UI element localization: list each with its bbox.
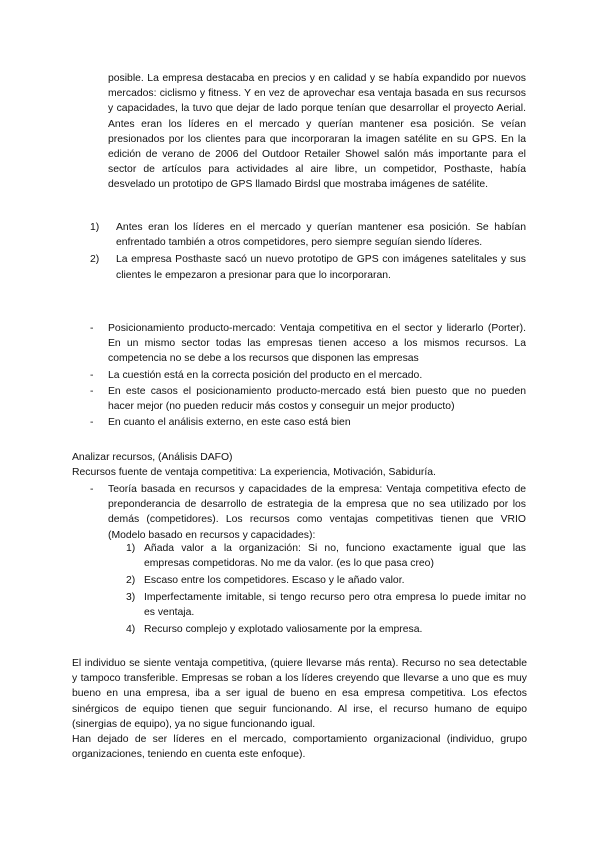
list-marker: 4) [126, 623, 136, 635]
dash-list [90, 321, 526, 430]
list-item [90, 415, 526, 430]
closing-section [72, 656, 527, 762]
list-marker: 1) [126, 543, 136, 554]
list-item [90, 368, 526, 383]
vrio-list [126, 541, 526, 638]
list-marker: - [90, 484, 94, 495]
list-marker: - [90, 417, 94, 429]
list-item-text: Posicionamiento producto-mercado: Ventaja competitiva en el sector y liderarlo (Porter). En un mismo sector todas las empresas tienen acceso a los mismos recursos. La competencia no se debe a los recursos que disponen las empresas [108, 323, 526, 365]
list-item-text: Recurso complejo y explotado valiosamente por la empresa. [144, 623, 423, 635]
list-item-text: Teoría basada en recursos y capacidades de la empresa: Ventaja competitiva efecto de preponderancia de desarrollo de estrategia de la empresa que no sea utilizado por los demás (competidores). Los recursos como ventajas competitivas tienen que VRIO (Modelo basado en recursos y capacidades): [108, 484, 526, 541]
list-item-text: Añada valor a la organización: Si no, funciono exactamente igual que las empresas competidoras. No me da valor. (es lo que pasa creo) [144, 543, 526, 570]
list-item-text: La empresa Posthaste sacó un nuevo prototipo de GPS con imágenes satelitales y sus clientes le empezaron a presionar para que lo incorporaran. [116, 254, 526, 281]
list-marker: - [90, 369, 94, 381]
theory-list [90, 482, 526, 543]
list-item [126, 590, 526, 620]
list-item [90, 220, 526, 250]
list-marker: - [90, 323, 94, 334]
list-item [126, 622, 526, 637]
list-marker: 2) [126, 574, 136, 586]
closing-paragraph-2: Han dejado de ser líderes en el mercado, comportamiento organizacional (individuo, grupo organizaciones, teniendo en cuenta este enfoque). [72, 734, 527, 761]
list-item-text: Imperfectamente imitable, si tengo recurso pero otra empresa lo puede imitar no es ventaja. [144, 591, 526, 618]
list-item [90, 482, 526, 543]
resources-sources: Recursos fuente de ventaja competitiva: La experiencia, Motivación, Sabiduría. [72, 467, 436, 479]
list-marker: 1) [90, 222, 100, 233]
intro-paragraph: posible. La empresa destacaba en precios y en calidad y se había expandido por nuevos mercados: ciclismo y fitness. Y en vez de aprovechar esa ventaja basada en sus recursos y capacidades, la tuvo que dejar de lado porque tenían que desarrollar el proyecto Aerial. Antes eran los líderes en el mercado y querían mantener esa posición. Se veían presionados por los clientes para que incorporaran la imagen satélite en su GPS. En la edición de verano de 2006 del Outdoor Retailer Showel salón más importante para el sector de artículos para actividades al aire libre, un competidor, Posthaste, había desvelado un prototipo de GPS llamado Birdsl que mostraba imágenes de satélite. [108, 73, 526, 191]
resources-heading: Analizar recursos, (Análisis DAFO) [72, 452, 233, 463]
intro-section [108, 71, 526, 193]
list-item [126, 573, 526, 588]
list-item [90, 252, 526, 282]
list-item [126, 541, 526, 571]
closing-paragraph-1: El individuo se siente ventaja competitiva, (quiere llevarse más renta). Recurso no sea detectable y tampoco transferible. Empresas se roban a los líderes creyendo que llevarse a uno que es muy bueno en una empresa, iba a ser igual de bueno en esa empresa competitiva. Los efectos sinérgicos de equipo tienen que seguir funcionando. Al irse, el recurso humano de equipo (sinergias de equipo), ya no sigue funcionando igual. [72, 658, 527, 730]
list-item-text: Escaso entre los competidores. Escaso y le añado valor. [144, 574, 405, 586]
numbered-list [90, 220, 526, 283]
list-item-text: En cuanto el análisis externo, en este caso está bien [108, 417, 351, 429]
list-item-text: La cuestión está en la correcta posición del producto en el mercado. [108, 369, 423, 381]
resources-section [72, 450, 528, 480]
list-item-text: Antes eran los líderes en el mercado y querían mantener esa posición. Se habían enfrentado también a otros competidores, pero siempre seguían siendo líderes. [116, 222, 526, 249]
list-item [90, 384, 526, 414]
list-marker: - [90, 385, 94, 397]
list-item-text: En este casos el posicionamiento producto-mercado está bien puesto que no pueden hacer mejor (no pueden reducir más costos y conseguir un mejor producto) [108, 385, 526, 413]
list-marker: 3) [126, 591, 136, 603]
list-item [90, 321, 526, 367]
list-marker: 2) [90, 254, 100, 266]
